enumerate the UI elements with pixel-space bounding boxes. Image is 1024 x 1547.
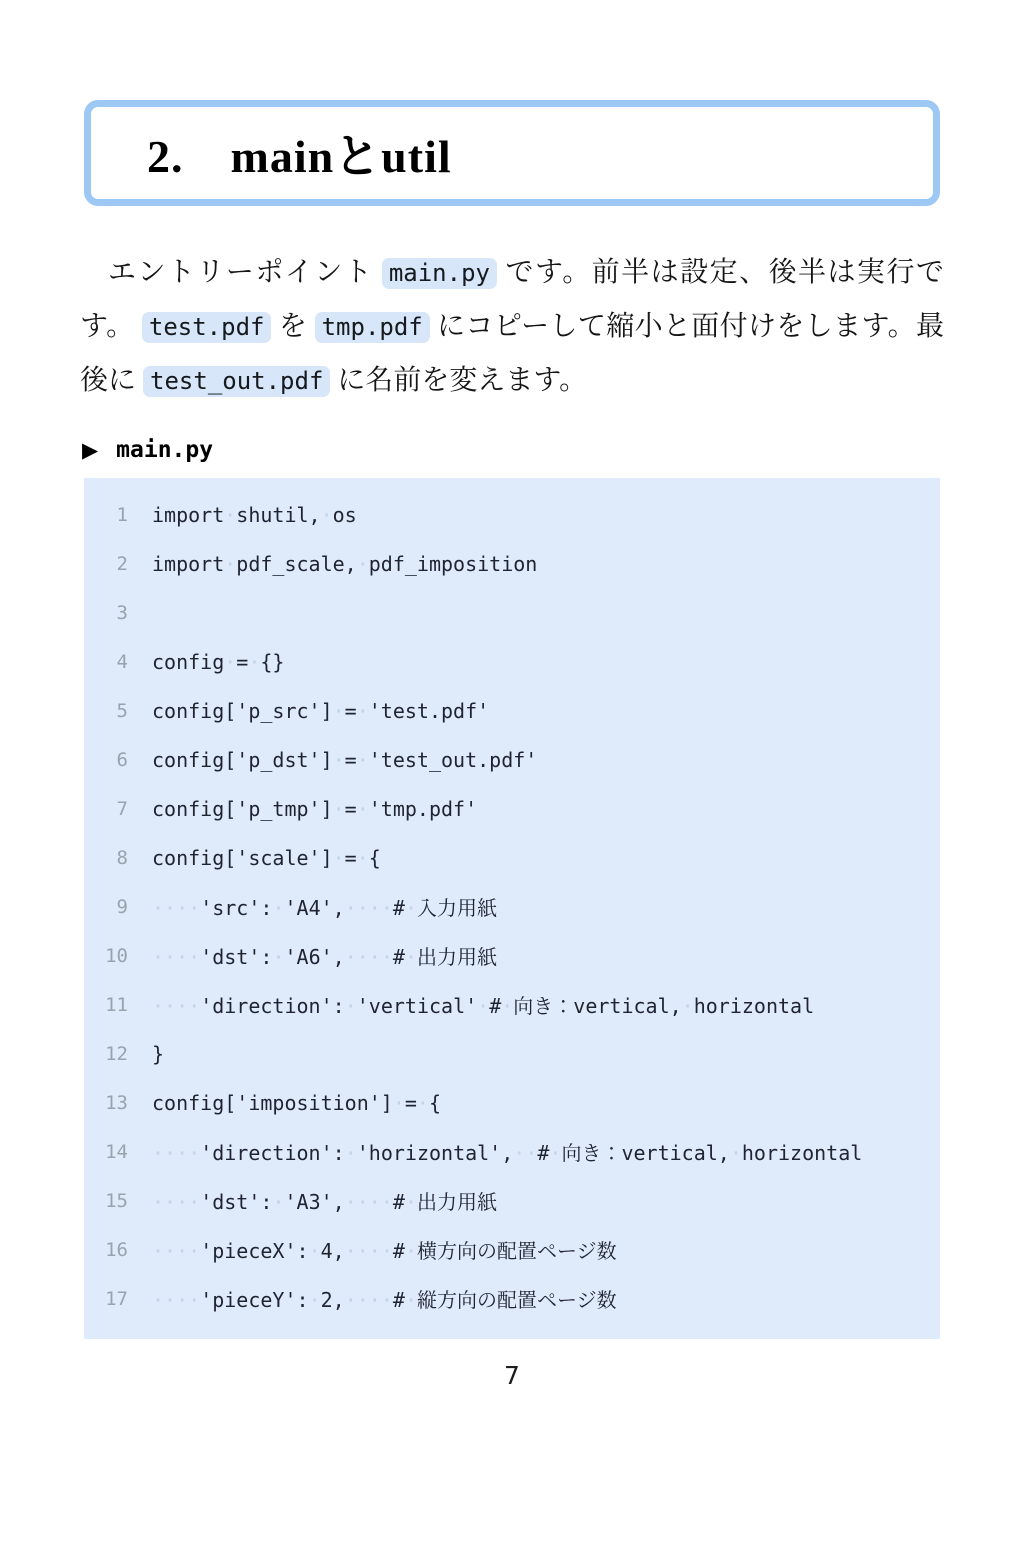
whitespace-dot: · (356, 747, 369, 772)
whitespace-dot: · (176, 945, 189, 969)
code-line (98, 490, 928, 539)
line-code: ····'src':·'A4',····#·入力用紙 (152, 896, 497, 920)
whitespace-dot: · (320, 502, 333, 527)
intro-paragraph (80, 246, 944, 408)
line-number: 8 (116, 846, 128, 869)
code-line (98, 1225, 928, 1274)
code-line (98, 637, 928, 686)
inline-code: tmp.pdf (315, 312, 430, 343)
whitespace-dot: · (152, 1288, 165, 1312)
line-number: 12 (105, 1042, 128, 1065)
whitespace-dot: · (272, 896, 285, 920)
code-line (98, 735, 928, 784)
whitespace-dot: · (356, 1288, 369, 1312)
whitespace-dot: · (344, 994, 357, 1018)
whitespace-dot: · (525, 1141, 538, 1165)
whitespace-dot: · (501, 994, 514, 1018)
whitespace-dot: · (356, 896, 369, 920)
whitespace-dot: · (344, 1190, 357, 1214)
whitespace-dot: · (176, 1239, 189, 1263)
line-code: config['p_dst']·=·'test_out.pdf' (152, 747, 538, 772)
line-number: 6 (116, 748, 128, 771)
line-number: 7 (116, 797, 128, 820)
intro-text: です。前半は設定、後半は実行です。 (80, 257, 944, 342)
section-title: 2. mainとutil (147, 131, 452, 182)
whitespace-dot: · (380, 1288, 393, 1312)
code-line (98, 833, 928, 882)
code-line (98, 539, 928, 588)
whitespace-dot: · (152, 994, 165, 1018)
whitespace-dot: · (681, 994, 694, 1018)
whitespace-dot: · (152, 896, 165, 920)
whitespace-dot: · (380, 896, 393, 920)
whitespace-dot: · (356, 845, 369, 870)
whitespace-dot: · (404, 1190, 417, 1214)
whitespace-dot: · (356, 945, 369, 969)
whitespace-dot: · (416, 1090, 429, 1115)
line-code: config['imposition']·=·{ (152, 1090, 442, 1115)
whitespace-dot: · (176, 994, 189, 1018)
line-code: import·shutil,·os (152, 502, 357, 527)
line-number: 10 (105, 944, 128, 967)
whitespace-dot: · (729, 1141, 742, 1165)
whitespace-dot: · (164, 1141, 177, 1165)
line-number: 2 (116, 552, 128, 575)
code-line (98, 1274, 928, 1323)
whitespace-dot: · (368, 896, 381, 920)
code-filename: main.py (116, 437, 214, 463)
whitespace-dot: · (308, 1288, 321, 1312)
whitespace-dot: · (344, 945, 357, 969)
line-number: 3 (116, 601, 128, 624)
whitespace-dot: · (152, 1239, 165, 1263)
whitespace-dot: · (308, 1239, 321, 1263)
whitespace-dot: · (356, 698, 369, 723)
line-number: 9 (116, 895, 128, 918)
whitespace-dot: · (332, 747, 345, 772)
whitespace-dot: · (152, 945, 165, 969)
line-number: 11 (105, 993, 128, 1016)
whitespace-dot: · (513, 1141, 526, 1165)
whitespace-dot: · (164, 1288, 177, 1312)
line-code: config['p_src']·=·'test.pdf' (152, 698, 490, 723)
whitespace-dot: · (188, 945, 201, 969)
whitespace-dot: · (164, 945, 177, 969)
whitespace-dot: · (332, 845, 345, 870)
code-line (98, 784, 928, 833)
line-code: } (152, 1041, 165, 1066)
inline-code: test.pdf (142, 312, 272, 343)
code-line (98, 882, 928, 931)
whitespace-dot: · (152, 1190, 165, 1214)
inline-code: test_out.pdf (143, 366, 330, 397)
whitespace-dot: · (164, 1190, 177, 1214)
whitespace-dot: · (176, 1141, 189, 1165)
whitespace-dot: · (368, 945, 381, 969)
whitespace-dot: · (356, 796, 369, 821)
page-number: 7 (504, 1361, 520, 1390)
whitespace-dot: · (368, 1288, 381, 1312)
whitespace-dot: · (188, 1239, 201, 1263)
code-line (98, 980, 928, 1029)
code-block (84, 478, 940, 1339)
whitespace-dot: · (224, 649, 237, 674)
whitespace-dot: · (188, 1288, 201, 1312)
whitespace-dot: · (164, 1239, 177, 1263)
whitespace-dot: · (549, 1141, 562, 1165)
code-line (98, 1127, 928, 1176)
inline-code: main.py (382, 258, 497, 289)
line-code: ····'direction':·'horizontal',··#·向き：vertical,·horizontal (152, 1141, 863, 1165)
line-code: ····'direction':·'vertical'·#·向き：vertical,·horizontal (152, 994, 815, 1018)
whitespace-dot: · (344, 1239, 357, 1263)
line-code: ····'dst':·'A6',····#·出力用紙 (152, 945, 497, 969)
whitespace-dot: · (176, 1190, 189, 1214)
line-number: 16 (105, 1238, 128, 1261)
whitespace-dot: · (380, 945, 393, 969)
whitespace-dot: · (356, 1239, 369, 1263)
section-title-box (84, 100, 940, 206)
whitespace-dot: · (404, 1239, 417, 1263)
code-file-header (82, 434, 1024, 466)
whitespace-dot: · (344, 896, 357, 920)
whitespace-dot: · (152, 1141, 165, 1165)
whitespace-dot: · (176, 1288, 189, 1312)
intro-text: に名前を変えます。 (337, 365, 588, 396)
intro-text: を (278, 311, 308, 342)
whitespace-dot: · (188, 1190, 201, 1214)
whitespace-dot: · (380, 1239, 393, 1263)
whitespace-dot: · (404, 1288, 417, 1312)
line-number: 15 (105, 1189, 128, 1212)
line-number: 5 (116, 699, 128, 722)
line-number: 13 (105, 1091, 128, 1114)
code-line (98, 1029, 928, 1078)
whitespace-dot: · (224, 551, 237, 576)
whitespace-dot: · (164, 994, 177, 1018)
code-line (98, 1176, 928, 1225)
whitespace-dot: · (404, 896, 417, 920)
whitespace-dot: · (404, 945, 417, 969)
line-code: config['p_tmp']·=·'tmp.pdf' (152, 796, 478, 821)
whitespace-dot: · (176, 896, 189, 920)
code-line (98, 1078, 928, 1127)
whitespace-dot: · (188, 994, 201, 1018)
whitespace-dot: · (477, 994, 490, 1018)
whitespace-dot: · (272, 945, 285, 969)
line-code: ····'dst':·'A3',····#·出力用紙 (152, 1190, 497, 1214)
whitespace-dot: · (368, 1190, 381, 1214)
play-triangle-icon: ▶ (82, 438, 99, 462)
whitespace-dot: · (332, 796, 345, 821)
line-number: 1 (116, 503, 128, 526)
code-line (98, 931, 928, 980)
whitespace-dot: · (356, 1190, 369, 1214)
line-number: 14 (105, 1140, 128, 1163)
line-code: ····'pieceY':·2,····#·縦方向の配置ページ数 (152, 1288, 617, 1312)
intro-text: エントリーポイント (108, 257, 374, 288)
whitespace-dot: · (272, 1190, 285, 1214)
whitespace-dot: · (356, 551, 369, 576)
whitespace-dot: · (164, 896, 177, 920)
whitespace-dot: · (380, 1190, 393, 1214)
line-number: 4 (116, 650, 128, 673)
code-line (98, 588, 928, 637)
whitespace-dot: · (188, 896, 201, 920)
intro-text: にコピーして縮小と面付けをします。最後に (80, 311, 945, 396)
code-line (98, 686, 928, 735)
whitespace-dot: · (224, 502, 237, 527)
document-page (0, 100, 1024, 1390)
whitespace-dot: · (368, 1239, 381, 1263)
whitespace-dot: · (188, 1141, 201, 1165)
line-number: 17 (105, 1287, 128, 1310)
line-code: import·pdf_scale,·pdf_imposition (152, 551, 538, 576)
whitespace-dot: · (344, 1141, 357, 1165)
line-code: ····'pieceX':·4,····#·横方向の配置ページ数 (152, 1239, 617, 1263)
line-code: config·=·{} (152, 649, 285, 674)
whitespace-dot: · (248, 649, 261, 674)
whitespace-dot: · (392, 1090, 405, 1115)
line-code: config['scale']·=·{ (152, 845, 381, 870)
whitespace-dot: · (332, 698, 345, 723)
whitespace-dot: · (344, 1288, 357, 1312)
